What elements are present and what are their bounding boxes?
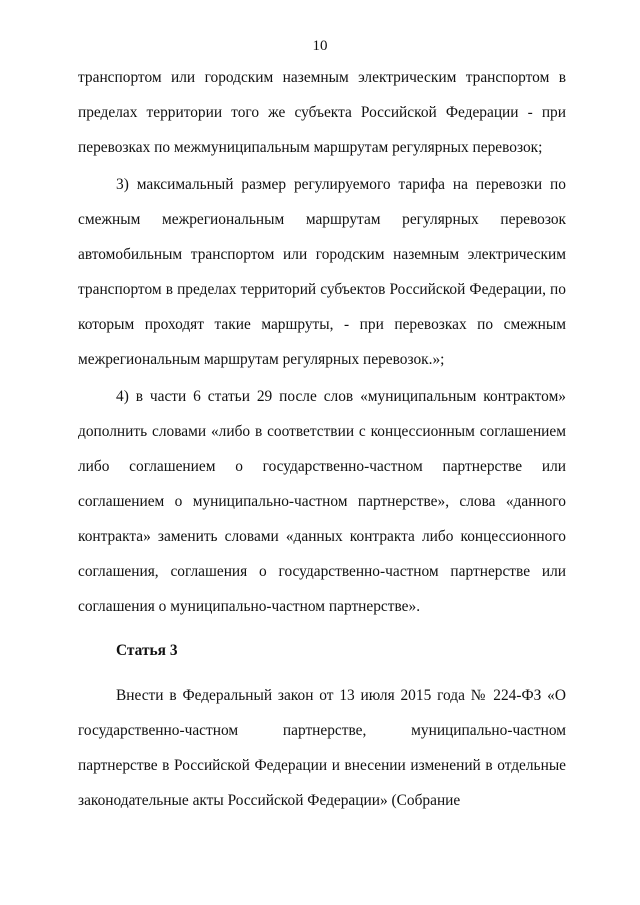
document-body <box>78 60 566 818</box>
page-number: 10 <box>312 38 328 54</box>
article-heading: Статья 3 <box>116 642 178 659</box>
paragraph-item-4: 4) в части 6 статьи 29 после слов «муниципальным контрактом» дополнить словами «либо в соответствии с концессионным соглашением либо соглашением о государственно-частном партнерстве или соглашением о муниципально-частном партнерстве», слова «данного контракта» заменить словами «данных контракта либо концессионного соглашения, соглашения о государственно-частном партнерстве или соглашения о муниципально-частном партнерстве». <box>78 388 566 615</box>
paragraph-item-3: 3) максимальный размер регулируемого тарифа на перевозки по смежным межрегиональным маршрутам регулярных перевозок автомобильным транспортом или городским наземным электрическим транспортом в пределах территорий субъектов Российской Федерации, по которым проходят такие маршруты, - при перевозках по смежным межрегиональным маршрутам регулярных перевозок.»; <box>78 176 566 368</box>
article-paragraph: Внести в Федеральный закон от 13 июля 2015 года № 224-ФЗ «О государственно-частном партнерстве, муниципально-частном партнерстве в Российской Федерации и внесении изменений в отдельные законодательные акты Российской Федерации» (Собрание <box>78 687 566 809</box>
paragraph-continuation: транспортом или городским наземным электрическим транспортом в пределах территории того же субъекта Российской Федерации - при перевозках по межмуниципальным маршрутам регулярных перевозок; <box>78 69 566 156</box>
